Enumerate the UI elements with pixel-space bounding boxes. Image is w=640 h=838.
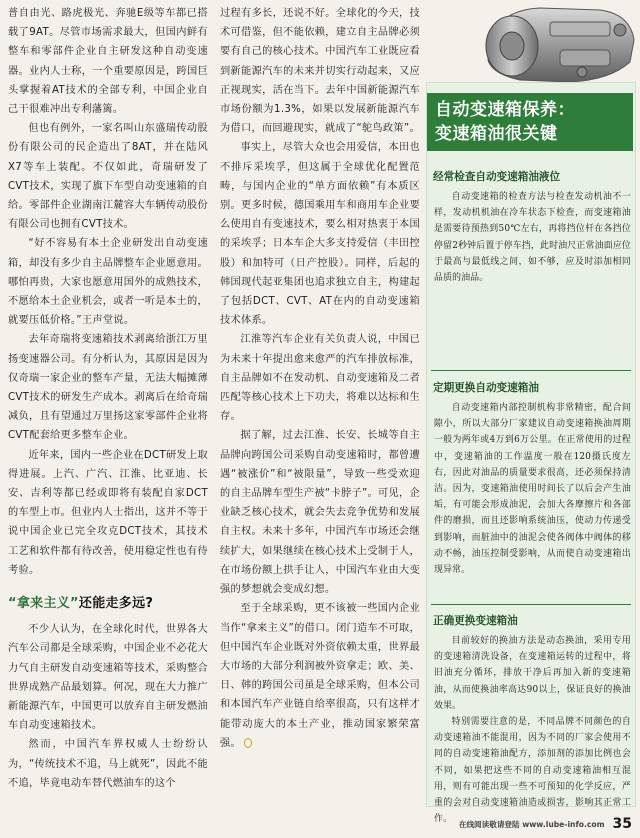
article-paragraph: “好不容易有本土企业研发出自动变速箱，却没有多少自主品牌整车企业愿意用。哪怕再贵，大家也愿意用国外的成熟技术，不愿给本土企业机会，或者一听是本土的，就要压低价格。”王声堂说。 [8,238,208,327]
sidebar-section-body [427,189,637,286]
sidebar-paragraph: 目前较好的换油方法是动态换油，采用专用的变速箱清洗设备，在变速箱运转的过程中，将旧油充分循环，排放干净后再加入新的变速箱油，从而使换油率高达90以上，保证良好的换油效果。 [434,636,631,711]
page-number: 35 [612,816,632,832]
article-paragraph [220,599,420,753]
sidebar-paragraph: 特别需要注意的是，不同品牌不同颜色的自动变速箱油不能混用，因为不同的厂家会使用不同的自动变速箱油配方，添加剂的添加比例也会不同，如果把这些不同的自动变速箱油相互混用，则有可能出现一些不可预知的化学反应，严重的会对自动变速箱油造成损害，影响其正常工作。 [434,717,631,825]
article-paragraph-text: 至于全球采购，更不该被一些国内企业当作“拿来主义”的借口。闭门造车不可取，但中国汽车企业既对外资依赖太重，世界最大市场的大部分利润被外资拿走；欧、美、日、韩的跨国公司虽是全球采购，但本公司和本国汽车产业链自给率很高，只有这样才能带动庞大的本土产业，推动国家繁荣富强。 [220,603,420,749]
article-paragraph: 据了解，过去江淮、长安、长城等自主品牌向跨国公司采购自动变速箱时，都曾遭遇“被涨价”和“被限量”，导致一些受欢迎的自主品牌车型生产被“卡脖子”。可见，企业缺乏核心技术，就会失去竞争优势和发展自主权。未来十多年，中国汽车市场还会继续扩大，如果继续在核心技术上受制于人，在市场份额上拱手让人，中国汽车业由大变强的梦想就会变成幻想。 [220,430,420,596]
section-subheading [8,594,208,614]
article-paragraph: 普自由光、路虎极光、奔驰E级等车都已搭载了9AT。尽管市场需求最大，但国内鲜有整车和零部件企业自主研发这种自动变速器。业内人士称，一个重要原因是，跨国巨头掌握着AT技术的全部专利，中国企业自己干很难冲出专利藩篱。 [8,8,208,116]
page-footer [459,815,632,833]
sidebar-title-line: 自动变速箱保养： [435,100,575,120]
subheading-text: 还能走多远? [78,596,154,612]
sidebar-section-heading: 经常检查自动变速箱油液位 [433,171,561,183]
sidebar-paragraph: 自动变速箱的检查方法与检查发动机油不一样，发动机机油在冷车状态下检查，而变速箱油是需要待预热到50℃左右，再将挡位杆在各挡位停留2秒钟后置于停车挡，此时油尺正常油面应位于最高与最低线之间，如不够，应及时添加相同品质的油品。 [434,192,631,284]
sidebar-section-heading: 定期更换自动变速箱油 [433,382,539,394]
middle-column [220,4,420,753]
sidebar-title [427,93,633,151]
sidebar-section [427,613,637,827]
sidebar-title-line: 变速箱油很关键 [435,124,558,144]
sidebar-section [427,380,637,578]
article-paragraph: 江淮等汽车企业有关负责人说，中国已为未来十年提出愈来愈严的汽车排放标准，自主品牌如不在发动机、自动变速箱及二者匹配等核心技术上下功夫，将难以达标和生存。 [220,334,420,423]
article-paragraph: 过程有多长，还说不好。全球化的今天，技术可借鉴，但不能依赖，建立自主品牌必须要有自己的核心技术。中国汽车工业既应看到新能源汽车的未来并切实行动起来，又应正视现实，活在当下。去年中国新能源汽车市场份额为1.3%，如果以发展新能源汽车为借口，而回避现实，就成了“鸵鸟政策”。 [220,8,420,135]
sidebar-section-heading: 正确更换变速箱油 [433,615,518,627]
article-paragraph: 但也有例外，一家名叫山东盛瑞传动股份有限公司的民企造出了8AT，并在陆风X7等车上装配。不仅如此，奇瑞研发了CVT技术，实现了旗下车型自动变速箱的自给。零部件企业湖南江麓容大车辆传动股份有限公司也拥有CVT技术。 [8,123,208,231]
sidebar-section [427,169,637,286]
sidebar-section-body [427,400,637,578]
sidebar-paragraph: 自动变速箱内部控制机构非常精密，配合间隙小，所以大部分厂家建议自动变速箱换油周期一般为两年或4万到6万公里。在正常使用的过程中，变速箱油的工作温度一般在120摄氏度左右，因此对油品的质量要求很高，还必须保持清洁。因为，变速箱油使用时间长了以后会产生油垢，有可能会形成油泥，会加大各摩擦片和各部件的磨损，而且还影响系统油压，使动力传递受到影响，而脏油中的油泥会使各阀体中阀体的移动不畅，油压控制受影响，从而使自动变速箱出现异常。 [434,403,631,576]
footer-website-note: 在线阅读敬请登陆 www.lube-info.com [458,819,605,829]
article-paragraph: 不少人认为，在全球化时代，世界各大汽车公司都是全球采购，中国企业不必花大力气自主研发自动变速箱等技术，采购整合世界成熟产品最划算。何况，现在大力推广新能源汽车，中国更可以放弃自主研发燃油车自动变速箱技术。 [8,624,208,732]
section-divider [431,604,631,605]
article-paragraph: 近年来，国内一些企业在DCT研发上取得进展。上汽、广汽、江淮、比亚迪、长安、吉利等都已经或即将有装配自家DCT的车型上市。但业内人士指出，这并不等于说中国企业已完全攻克DCT技术，其技术工艺和软件都有待改善，使用稳定性也有待考验。 [8,449,208,576]
sidebar-section-body [427,633,637,827]
gearbox-icon [470,0,638,86]
article-paragraph: 然而，中国汽车界权威人士纷纷认为，“传统技术不追，马上就死”，因此不能不追，毕竟电动车替代燃油车的这个 [8,739,208,789]
article-paragraph: 事实上，尽管大众也会用爱信，本田也不排斥采埃孚，但这属于全球优化配置范畴，与国内企业的“单方面依赖”有本质区别。更多时候，德国乘用车和商用车企业要么使用自有变速技术，要么相对热衷于本国的采埃孚；日本车企大多支持爱信（丰田控股）和加特可（日产控股）。同样，后起的韩国现代起亚集团也追求独立自主，构建起了包括DCT、CVT、AT在内的自动变速箱技术体系。 [220,142,420,327]
section-divider [431,370,631,371]
subheading-quote: “拿来主义” [8,596,79,612]
left-column [8,4,208,793]
end-mark-icon [244,738,252,748]
article-paragraph: 去年奇瑞将变速箱技术剥离给浙江万里扬变速器公司。有分析认为，其原因是因为仅奇瑞一家企业的整车产量，无法大幅摊薄CVT技术的研发生产成本。剥离后在给奇瑞减负，且有望通过万里扬这家零部件企业将CVT配套给更多整车企业。 [8,334,208,442]
